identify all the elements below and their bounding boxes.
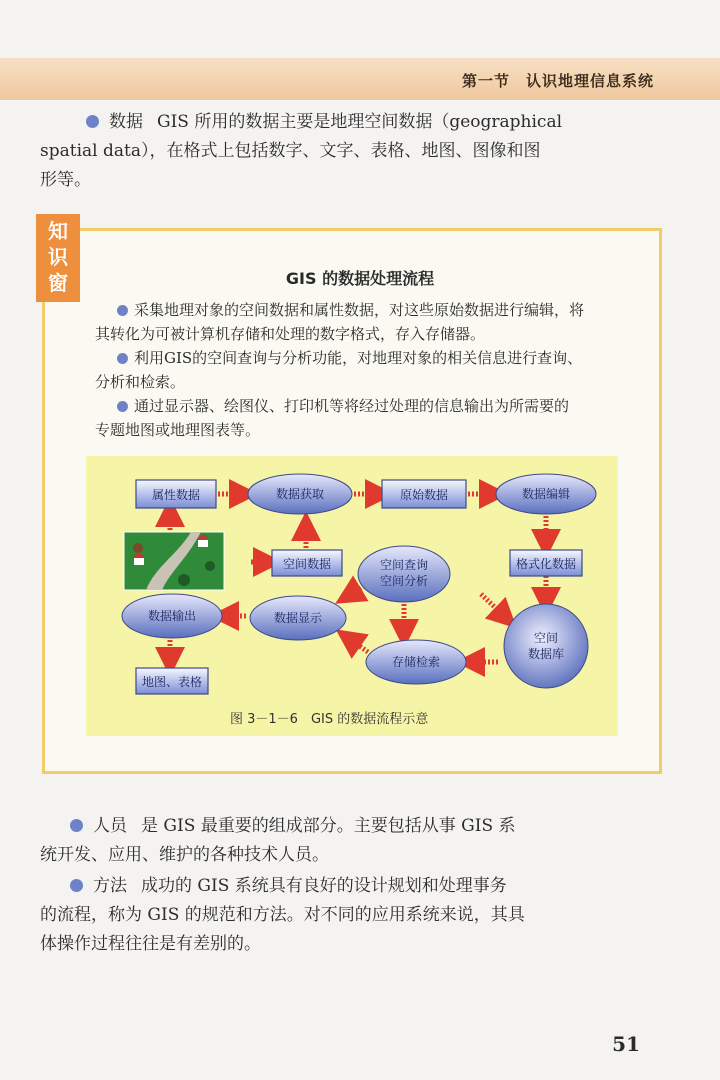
bullet-icon — [70, 879, 83, 892]
tab-char: 知 — [48, 219, 68, 243]
kw-bullet-3-line1: 通过显示器、绘图仪、打印机等将经过处理的信息输出为所需要的 — [134, 397, 570, 415]
svg-text:属性数据: 属性数据 — [151, 488, 201, 502]
people-paragraph-cont — [40, 841, 660, 870]
data-para-line3: 形等。 — [40, 170, 91, 190]
bullet-icon — [117, 401, 128, 412]
node-formatted-data — [510, 550, 582, 576]
svg-text:空间查询: 空间查询 — [379, 558, 429, 572]
kw-bullet-3-line2: 专题地图或地理图表等。 — [95, 421, 261, 439]
node-spatial-database — [504, 604, 588, 688]
knowledge-window-title: GIS 的数据处理流程 — [285, 269, 435, 288]
node-storage-retrieval — [366, 640, 466, 684]
kw-bullet-1 — [95, 298, 640, 346]
data-paragraph-cont — [40, 137, 660, 195]
svg-text:数据编辑: 数据编辑 — [521, 487, 571, 501]
svg-text:原始数据: 原始数据 — [399, 488, 449, 502]
tab-char: 识 — [48, 245, 68, 269]
section-header-title: 第一节 认识地理信息系统 — [461, 72, 654, 90]
method-paragraph-cont — [40, 901, 660, 959]
data-para-line1: GIS 所用的数据主要是地理空间数据（geographical — [157, 112, 563, 132]
svg-text:空间分析: 空间分析 — [379, 574, 429, 588]
people-para-line2: 统开发、应用、维护的各种技术人员。 — [40, 845, 329, 865]
tab-char: 窗 — [48, 271, 68, 295]
kw-bullet-3 — [95, 394, 640, 442]
term-people: 人员 — [93, 816, 127, 836]
landscape-illustration — [124, 532, 224, 590]
svg-text:空间数据: 空间数据 — [282, 557, 332, 571]
node-attribute-data — [136, 480, 216, 508]
kw-bullet-2-line1: 利用GIS的空间查询与分析功能，对地理对象的相关信息进行查询、 — [134, 349, 583, 367]
kw-bullet-1-line2: 其转化为可被计算机存储和处理的数字格式，存入存储器。 — [95, 325, 486, 343]
svg-text:空间: 空间 — [533, 631, 559, 645]
method-para-line3: 体操作过程往往是有差别的。 — [40, 934, 261, 954]
kw-bullet-1-line1: 采集地理对象的空间数据和属性数据，对这些原始数据进行编辑，将 — [134, 301, 585, 319]
arrow — [348, 638, 368, 652]
arrow — [481, 594, 506, 618]
node-spatial-data — [272, 550, 342, 576]
node-data-output — [122, 594, 222, 638]
method-paragraph — [66, 872, 666, 901]
svg-text:数据显示: 数据显示 — [273, 611, 323, 625]
data-paragraph — [86, 108, 656, 137]
kw-bullet-2 — [95, 346, 640, 394]
node-raw-data — [382, 480, 466, 508]
node-spatial-query-analysis — [358, 546, 450, 602]
method-para-line1: 成功的 GIS 系统具有良好的设计规划和处理事务 — [141, 876, 507, 896]
gis-flow-diagram — [86, 456, 618, 736]
svg-text:数据输出: 数据输出 — [147, 609, 197, 623]
svg-text:数据获取: 数据获取 — [275, 487, 325, 501]
svg-text:地图、表格: 地图、表格 — [141, 675, 203, 689]
node-map-table — [136, 668, 208, 694]
kw-bullet-2-line2: 分析和检索。 — [95, 373, 186, 391]
people-paragraph — [66, 812, 666, 841]
bullet-icon — [117, 305, 128, 316]
bullet-icon — [117, 353, 128, 364]
people-para-line1: 是 GIS 最重要的组成部分。主要包括从事 GIS 系 — [141, 816, 516, 836]
bullet-icon — [86, 115, 99, 128]
method-para-line2: 的流程，称为 GIS 的规范和方法。对不同的应用系统来说，其具 — [40, 905, 525, 925]
figure-caption: 图 3－1－6 GIS 的数据流程示意 — [230, 712, 429, 727]
data-para-line2: spatial data），在格式上包括数字、文字、表格、地图、图像和图 — [40, 141, 541, 161]
term-data: 数据 — [109, 112, 143, 132]
page-number: 51 — [612, 1032, 640, 1056]
svg-text:数据库: 数据库 — [527, 647, 565, 661]
node-data-editing — [496, 474, 596, 514]
svg-text:格式化数据: 格式化数据 — [515, 557, 577, 571]
node-data-acquisition — [248, 474, 352, 514]
svg-text:存储检索: 存储检索 — [391, 655, 441, 669]
node-data-display — [250, 596, 346, 640]
bullet-icon — [70, 819, 83, 832]
term-method: 方法 — [93, 876, 127, 896]
flow-diagram-svg — [86, 456, 618, 736]
